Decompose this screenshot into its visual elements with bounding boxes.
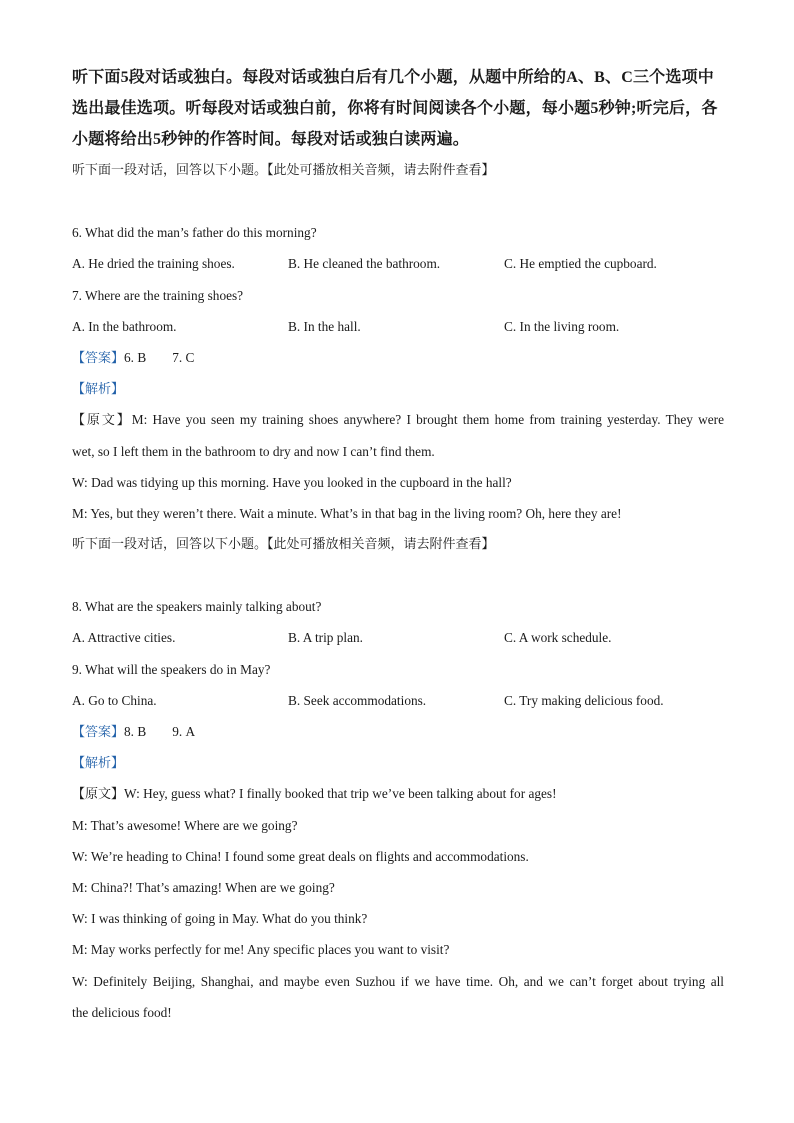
transcript-line: M: May works perfectly for me! Any specific places you want to visit? [72,942,450,958]
listening-instruction: 听下面一段对话，回答以下小题。【此处可播放相关音频，请去附件查看】 [72,537,495,553]
question-9-stem: 9. What will the speakers do in May? [72,661,271,677]
transcript-line: W: Definitely Beijing, Shanghai, and maybe even Suzhou if we have time. Oh, and we can’t forget about trying all [72,973,724,989]
option-c: C. He emptied the cupboard. [504,256,657,272]
transcript-text: W: Hey, guess what? I finally booked that trip we’ve been talking about for ages! [124,786,557,802]
transcript-line [72,778,724,809]
option-a: A. Go to China. [72,692,157,708]
answer-value: 9. A [172,724,196,739]
analysis-tag: 【解析】 [72,382,125,398]
transcript-line: wet, so I left them in the bathroom to dry and now I can’t find them. [72,443,435,459]
answer-tag: 【答案】 [72,350,125,366]
transcript-line: M: Yes, but they weren’t there. Wait a minute. What’s in that bag in the living room? Oh, here they are! [72,505,622,521]
transcript-line: W: I was thinking of going in May. What do you think? [72,911,368,927]
option-b: B. Seek accommodations. [288,692,427,708]
listening-instruction: 听下面一段对话，回答以下小题。【此处可播放相关音频，请去附件查看】 [72,163,495,178]
option-a: A. Attractive cities. [72,630,176,646]
question-8-stem: 8. What are the speakers mainly talking about? [72,599,322,615]
question-9-options [72,685,724,716]
spacer [72,560,724,591]
option-b: B. He cleaned the bathroom. [288,256,441,272]
transcript-tag: 【原文】 [72,413,132,429]
option-b: B. In the hall. [288,318,361,334]
answer-tag: 【答案】 [72,725,125,740]
analysis-line [72,747,724,778]
answer-line [72,342,724,373]
question-8-options [72,622,724,653]
analysis-tag: 【解析】 [72,756,125,772]
transcript-text: M: Have you seen my training shoes anywhere? I brought them home from training yesterday. They were [131,412,724,428]
analysis-line [72,373,724,404]
section-intro: 听下面5段对话或独白。每段对话或独白后有几个小题，从题中所给的A、B、C三个选项中选出最佳选项。听每段对话或独白前，你将有时间阅读各个小题，每小题5秒钟;听完后，各小题将给出5秒钟的作答时间。每段对话或独白读两遍。 [72,69,718,148]
section-1 [72,155,724,529]
question-7-stem: 7. Where are the training shoes? [72,287,244,303]
transcript-line: the delicious food! [72,1004,172,1020]
spacer [72,186,724,217]
transcript-line: W: We’re heading to China! I found some great deals on flights and accommodations. [72,848,529,864]
transcript-line: M: That’s awesome! Where are we going? [72,817,298,833]
transcript-line: W: Dad was tidying up this morning. Have you looked in the cupboard in the hall? [72,474,512,490]
question-7-options [72,311,724,342]
option-b: B. A trip plan. [288,630,363,646]
option-a: A. He dried the training shoes. [72,256,235,272]
transcript-tag: 【原文】 [72,787,125,803]
question-6-stem: 6. What did the man’s father do this morning? [72,225,317,241]
option-c: C. Try making delicious food. [504,692,664,708]
option-a: A. In the bathroom. [72,318,177,334]
transcript-line: M: China?! That’s amazing! When are we going? [72,879,335,895]
answer-value: 7. C [172,349,195,365]
answer-value: 6. B [124,349,147,365]
answer-line [72,716,724,747]
question-6-options [72,248,724,279]
transcript-line [72,404,724,435]
document-page [72,62,724,1028]
option-c: C. In the living room. [504,318,620,334]
section-2 [72,529,724,1028]
answer-value: 8. B [124,724,147,739]
option-c: C. A work schedule. [504,630,612,646]
